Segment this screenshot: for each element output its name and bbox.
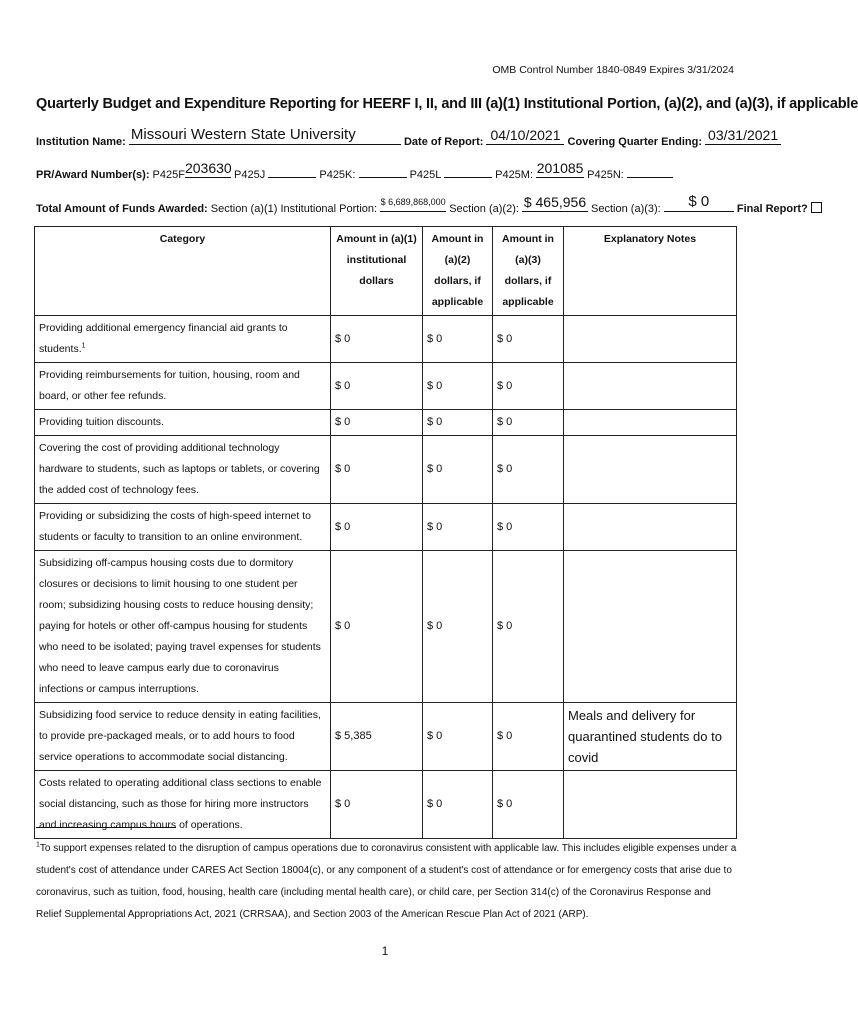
category-cell: Subsidizing off-campus housing costs due to dormitory closures or decisions to limit housing to one student per room; subsidizing housing costs to reduce housing density; paying for hotels or other off-campus housing for students who need to be isolated; paying travel expenses for students who need to leave campus early due to coronavirus infections or campus interruptions. (35, 551, 331, 703)
quarter-ending-field[interactable] (705, 127, 781, 145)
a2-amount-cell[interactable]: $ 0 (423, 771, 493, 839)
award-numbers-label: PR/Award Number(s): (36, 169, 150, 181)
table-row (35, 504, 737, 551)
p425f-value: 203630 (184, 160, 232, 176)
a2-amount-cell[interactable]: $ 0 (423, 410, 493, 436)
p425k-field[interactable] (359, 165, 407, 178)
table-row (35, 316, 737, 363)
a3-amount-cell[interactable]: $ 0 (493, 436, 564, 504)
p425f-label: P425F (152, 169, 185, 181)
date-of-report-value: 04/10/2021 (490, 127, 561, 143)
section-a3-label: Section (a)(3): (591, 203, 661, 215)
table-row (35, 551, 737, 703)
a2-amount-header: Amount in (a)(2) dollars, if applicable (423, 227, 493, 316)
a3-amount-cell[interactable]: $ 0 (493, 410, 564, 436)
p425l-label: P425L (409, 169, 441, 181)
category-cell: Covering the cost of providing additional technology hardware to students, such as laptops or tablets, or covering the added cost of technology fees. (35, 436, 331, 504)
final-report-checkbox[interactable] (811, 202, 822, 213)
category-cell: Subsidizing food service to reduce density in eating facilities, to provide pre-packaged meals, or to add hours to food service operations to accommodate social distancing. (35, 703, 331, 771)
table-row (35, 436, 737, 504)
p425j-field[interactable] (268, 165, 316, 178)
institution-line (36, 126, 781, 148)
explanatory-notes-header: Explanatory Notes (564, 227, 737, 316)
explanatory-note-cell[interactable] (564, 436, 737, 504)
table-row (35, 771, 737, 839)
a3-amount-cell[interactable]: $ 0 (493, 551, 564, 703)
table-header-row (35, 227, 737, 316)
p425k-label: P425K: (319, 169, 356, 181)
a2-amount-cell[interactable]: $ 0 (423, 504, 493, 551)
footnote-text: To support expenses related to the disruption of campus operations due to coronavirus consistent with applicable law. This includes eligible expenses under a student's cost of attendance under CARES Act Section 18004(c), or any component of a student's cost of attendance or for emergency costs that arise due to coronavirus, such as tuition, food, housing, health care (including mental health care), or child care, per Section 314(c) of the Coronavirus Response and Relief Supplemental Appropriations Act, 2021 (CRRSAA), and Section 2003 of the American Rescue Plan Act of 2021 (ARP). (36, 843, 737, 920)
page-title: Quarterly Budget and Expenditure Reporting for HEERF I, II, and III (a)(1) Institutional Portion, (a)(2), and (a)(3), if applicable (36, 96, 858, 112)
table-row (35, 703, 737, 771)
a1-amount-cell[interactable]: $ 0 (331, 316, 423, 363)
a1-amount-cell[interactable]: $ 0 (331, 504, 423, 551)
a2-amount-cell[interactable]: $ 0 (423, 363, 493, 410)
footnote-ref: 1 (81, 342, 86, 350)
footnote-marker: 1 (36, 841, 40, 849)
p425l-field[interactable] (444, 165, 492, 178)
a3-amount-cell[interactable]: $ 0 (493, 316, 564, 363)
p425j-label: P425J (234, 169, 266, 181)
category-cell: Providing or subsidizing the costs of high-speed internet to students or faculty to transition to an online environment. (35, 504, 331, 551)
explanatory-note-cell[interactable] (564, 771, 737, 839)
section-a2-label: Section (a)(2): (449, 203, 519, 215)
omb-control-number: OMB Control Number 1840-0849 Expires 3/31/2024 (492, 64, 734, 76)
section-a1-field[interactable] (380, 199, 446, 212)
date-of-report-label: Date of Report: (403, 136, 484, 148)
a1-amount-cell[interactable]: $ 0 (331, 771, 423, 839)
category-cell: Providing reimbursements for tuition, housing, room and board, or other fee refunds. (35, 363, 331, 410)
explanatory-note-cell[interactable] (564, 551, 737, 703)
institution-name-value: Missouri Western State University (130, 126, 356, 143)
section-a2-field[interactable] (522, 194, 588, 212)
a2-amount-cell[interactable]: $ 0 (423, 316, 493, 363)
a3-amount-header: Amount in (a)(3) dollars, if applicable (493, 227, 564, 316)
footnote (36, 838, 738, 926)
a2-amount-cell[interactable]: $ 0 (423, 703, 493, 771)
a1-amount-cell[interactable]: $ 5,385 (331, 703, 423, 771)
a2-amount-cell[interactable]: $ 0 (423, 551, 493, 703)
total-funds-label: Total Amount of Funds Awarded: (36, 203, 208, 215)
category-cell: Providing additional emergency financial aid grants to students.$^1$ (35, 316, 331, 363)
institution-name-label: Institution Name: (36, 136, 126, 148)
explanatory-note-cell[interactable] (564, 316, 737, 363)
explanatory-note-cell[interactable]: Meals and delivery for quarantined students do to covid (564, 703, 737, 771)
section-a1-value: $ 6,689,868,000 (380, 197, 446, 207)
a1-amount-header: Amount in (a)(1) institutional dollars (331, 227, 423, 316)
section-a3-value: $ 0 (688, 193, 710, 210)
p425n-field[interactable] (627, 165, 673, 178)
quarter-ending-label: Covering Quarter Ending: (567, 136, 703, 148)
section-a3-field[interactable] (664, 193, 734, 212)
category-cell: Providing tuition discounts. (35, 410, 331, 436)
section-a2-value: $ 465,956 (523, 194, 587, 210)
a3-amount-cell[interactable]: $ 0 (493, 703, 564, 771)
category-header: Category (35, 227, 331, 316)
footnote-divider (36, 827, 176, 828)
table-row (35, 363, 737, 410)
table-row (35, 410, 737, 436)
section-a1-label: Section (a)(1) Institutional Portion: (210, 203, 378, 215)
a1-amount-cell[interactable]: $ 0 (331, 436, 423, 504)
p425m-field[interactable] (536, 160, 584, 178)
a1-amount-cell[interactable]: $ 0 (331, 410, 423, 436)
explanatory-note-cell[interactable] (564, 363, 737, 410)
p425n-label: P425N: (587, 169, 624, 181)
final-report-label: Final Report? (736, 203, 808, 215)
a3-amount-cell[interactable]: $ 0 (493, 771, 564, 839)
page-number: 1 (381, 944, 389, 958)
explanatory-note-cell[interactable] (564, 504, 737, 551)
award-numbers-line (36, 160, 673, 181)
explanatory-note-cell[interactable] (564, 410, 737, 436)
institution-name-field[interactable] (129, 126, 401, 145)
a1-amount-cell[interactable]: $ 0 (331, 551, 423, 703)
budget-table (34, 226, 737, 839)
a3-amount-cell[interactable]: $ 0 (493, 363, 564, 410)
a3-amount-cell[interactable]: $ 0 (493, 504, 564, 551)
p425m-value: 201085 (536, 160, 584, 176)
a1-amount-cell[interactable]: $ 0 (331, 363, 423, 410)
p425f-field[interactable] (184, 160, 232, 178)
category-cell: Costs related to operating additional class sections to enable social distancing, such as those for hiring more instructors and increasing campus hours of operations. (35, 771, 331, 839)
a2-amount-cell[interactable]: $ 0 (423, 436, 493, 504)
quarter-ending-value: 03/31/2021 (708, 127, 779, 143)
p425m-label: P425M: (495, 169, 534, 181)
date-of-report-field[interactable] (486, 127, 564, 145)
total-funds-line (36, 193, 822, 215)
